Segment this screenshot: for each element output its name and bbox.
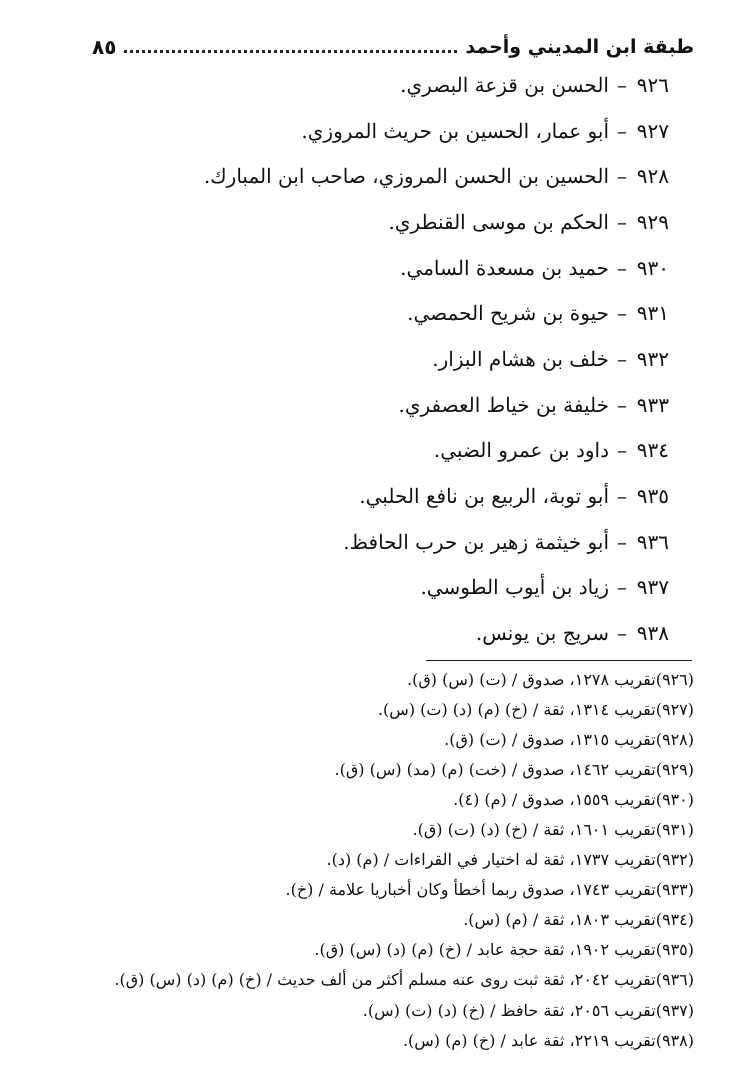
entry-number: ٩٣٦ (636, 529, 669, 554)
footnote: (٩٢٩)تقريب ١٤٦٢، صدوق / (خت) (م) (مد) (س) (ق). (334, 759, 694, 779)
footnote: (٩٣٣)تقريب ١٧٤٣، صدوق ربما أخطأ وكان أخباريا علامة / (خ). (285, 880, 694, 900)
footnote: (٩٢٨)تقريب ١٣١٥، صدوق / (ت) (ق). (444, 729, 694, 749)
narrator-entry (169, 153, 669, 199)
footnote: (٩٢٧)تقريب ١٣١٤، ثقة / (خ) (م) (د) (ت) (س). (377, 699, 694, 719)
narrator-entry (169, 199, 669, 245)
header-dot-leader (124, 50, 457, 53)
entry-dash: – (617, 529, 627, 554)
footnote: (٩٣٦)تقريب ٢٠٤٢، ثقة ثبت روى عنه مسلم أكثر من ألف حديث / (خ) (م) (د) (س) (ق). (114, 970, 694, 990)
narrator-entry (169, 336, 669, 382)
entry-text: أبو خيثمة زهير بن حرب الحافظ. (343, 529, 609, 554)
narrator-entry (169, 610, 669, 656)
narrator-list (169, 62, 669, 656)
entry-dash: – (617, 438, 627, 463)
entry-text: زياد بن أيوب الطوسي. (420, 575, 609, 600)
narrator-entry (169, 290, 669, 336)
entry-dash: – (617, 118, 627, 143)
entry-dash: – (617, 575, 627, 600)
running-header (92, 30, 694, 64)
entry-text: حيوة بن شريح الحمصي. (407, 301, 609, 326)
entry-number: ٩٣٥ (636, 484, 669, 509)
narrator-entry (169, 62, 669, 108)
footnote: (٩٣٠)تقريب ١٥٥٩، صدوق / (م) (٤). (453, 789, 694, 809)
entry-number: ٩٢٧ (636, 118, 669, 143)
footnote: (٩٢٦)تقريب ١٢٧٨، صدوق / (ت) (س) (ق). (407, 669, 694, 689)
entry-text: داود بن عمرو الضبي. (433, 438, 609, 463)
running-header-title: طبقة ابن المديني وأحمد (465, 36, 694, 58)
footnote: (٩٣٥)تقريب ١٩٠٢، ثقة حجة عابد / (خ) (م) (د) (س) (ق). (314, 940, 694, 960)
footnote: (٩٣٤)تقريب ١٨٠٣، ثقة / (م) (س). (463, 910, 694, 930)
entry-text: الحسين بن الحسن المروزي، صاحب ابن المبارك. (203, 164, 609, 189)
footnote: (٩٣٨)تقريب ٢٢١٩، ثقة عابد / (خ) (م) (س). (402, 1030, 694, 1050)
footnotes-list (54, 664, 694, 1055)
entry-number: ٩٣١ (636, 301, 669, 326)
entry-text: أبو توبة، الربيع بن نافع الحلبي. (359, 484, 609, 509)
entry-number: ٩٢٩ (636, 209, 669, 234)
entry-number: ٩٣٣ (636, 392, 669, 417)
narrator-entry (169, 473, 669, 519)
entry-text: سريج بن يونس. (475, 621, 609, 646)
footnote-separator (426, 660, 692, 661)
entry-number: ٩٢٦ (636, 72, 669, 97)
entry-text: حميد بن مسعدة السامي. (400, 255, 609, 280)
narrator-entry (169, 519, 669, 565)
entry-text: الحكم بن موسى القنطري. (388, 209, 609, 234)
entry-number: ٩٣٤ (636, 438, 669, 463)
entry-number: ٩٢٨ (636, 164, 669, 189)
entry-dash: – (617, 301, 627, 326)
entry-number: ٩٣٠ (636, 255, 669, 280)
entry-dash: – (617, 255, 627, 280)
entry-text: الحسن بن قزعة البصري. (400, 72, 609, 97)
entry-dash: – (617, 164, 627, 189)
footnote: (٩٣٧)تقريب ٢٠٥٦، ثقة حافظ / (خ) (د) (ت) (س). (362, 1000, 694, 1020)
entry-number: ٩٣٢ (636, 346, 669, 371)
entry-dash: – (617, 621, 627, 646)
entry-text: خلف بن هشام البزار. (432, 346, 609, 371)
narrator-entry (169, 428, 669, 474)
narrator-entry (169, 565, 669, 611)
entry-dash: – (617, 484, 627, 509)
entry-dash: – (617, 72, 627, 97)
entry-text: خليفة بن خياط العصفري. (398, 392, 609, 417)
entry-dash: – (617, 392, 627, 417)
entry-text: أبو عمار، الحسين بن حريث المروزي. (301, 118, 609, 143)
entry-number: ٩٣٨ (636, 621, 669, 646)
narrator-entry (169, 382, 669, 428)
entry-dash: – (617, 209, 627, 234)
narrator-entry (169, 245, 669, 291)
footnote: (٩٣٢)تقريب ١٧٣٧، ثقة له اختيار في القراءات / (م) (د). (326, 850, 694, 870)
footnote: (٩٣١)تقريب ١٦٠١، ثقة / (خ) (د) (ت) (ق). (412, 820, 694, 840)
entry-number: ٩٣٧ (636, 575, 669, 600)
entry-dash: – (617, 346, 627, 371)
page-number: ٨٥ (92, 35, 117, 59)
narrator-entry (169, 108, 669, 154)
